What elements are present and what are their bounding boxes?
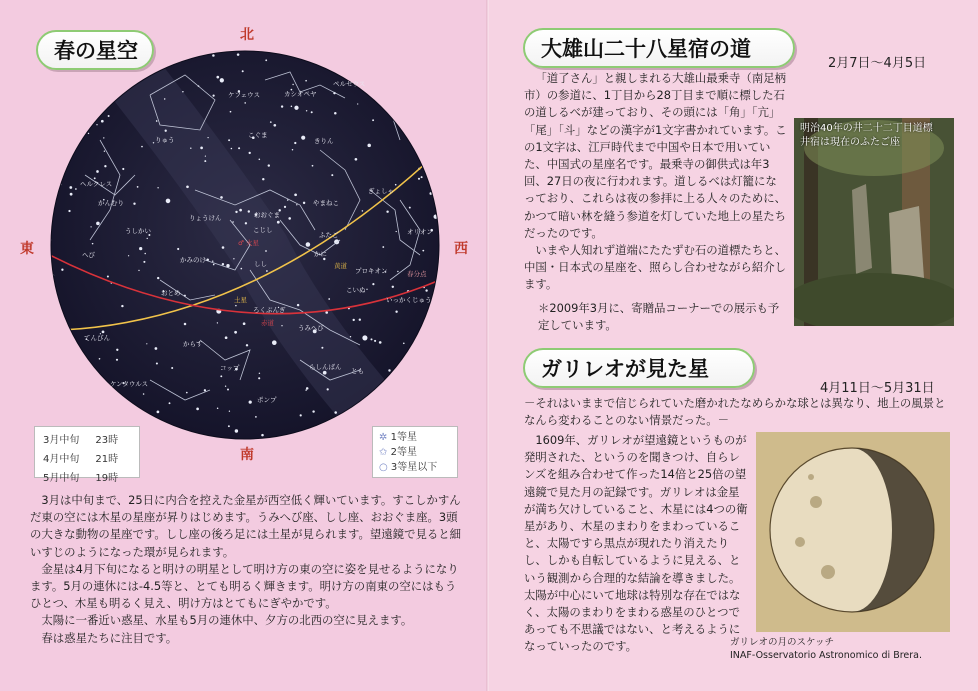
- star: [245, 222, 247, 224]
- star: [374, 340, 376, 342]
- star: [58, 171, 59, 172]
- label-cassiopeia: カシオペヤ: [284, 90, 317, 98]
- star: [382, 246, 384, 248]
- star: [388, 369, 390, 371]
- star: [138, 270, 139, 271]
- star: [117, 68, 122, 73]
- star: [146, 343, 147, 344]
- time-row: 3月中旬 23時: [43, 435, 119, 446]
- star: [288, 217, 291, 220]
- star: [108, 115, 110, 117]
- star: [177, 248, 179, 250]
- star: [366, 289, 367, 290]
- star: [116, 65, 117, 66]
- star: [138, 417, 140, 419]
- star: [328, 298, 330, 300]
- label-ecliptic: 黄道: [334, 262, 347, 270]
- label-coma: かみのけ: [180, 256, 206, 264]
- star: [418, 178, 420, 180]
- star: [403, 343, 405, 345]
- star: [277, 221, 280, 224]
- star: [241, 268, 243, 270]
- star: [311, 111, 313, 113]
- star: [235, 211, 237, 213]
- star: [204, 389, 206, 391]
- galileo-text: [524, 432, 750, 656]
- label-centaurus: ケンタウルス: [110, 380, 149, 388]
- star: [128, 413, 130, 415]
- label-auriga: ぎょしゃ: [368, 187, 394, 195]
- label-antlia: ポンプ: [257, 396, 277, 404]
- star: [239, 209, 242, 212]
- star: [157, 187, 158, 188]
- label-virgo: おとめ: [161, 289, 181, 297]
- star: [255, 416, 257, 418]
- star: [265, 250, 267, 252]
- star: [396, 231, 397, 232]
- label-leo: しし: [254, 260, 267, 268]
- star: [281, 325, 282, 326]
- star: [243, 322, 246, 325]
- star: [281, 105, 283, 107]
- star: [220, 375, 222, 377]
- time-row: 5月中旬 19時: [43, 473, 119, 484]
- star: [424, 359, 428, 363]
- star: [217, 322, 218, 323]
- star: [266, 270, 268, 272]
- star: [308, 51, 310, 53]
- star: [216, 76, 219, 79]
- star: [137, 186, 139, 188]
- star-magnitude-legend: ✲ 1等星 ✩ 2等星 ○ 3等星以下: [372, 426, 458, 478]
- star: [294, 142, 296, 144]
- star: [102, 55, 105, 58]
- label-hercules: ヘルクレス: [80, 180, 113, 188]
- star: [426, 397, 427, 398]
- star: [115, 51, 118, 54]
- star: [90, 226, 91, 227]
- star: [321, 347, 323, 349]
- label-cancer: かに: [314, 250, 327, 258]
- star: [228, 425, 230, 427]
- star: [75, 188, 77, 190]
- star: [401, 125, 406, 130]
- star: [77, 113, 79, 115]
- star: [80, 392, 81, 393]
- star: [242, 70, 244, 72]
- star: [249, 152, 251, 154]
- star: [362, 210, 364, 212]
- star: [212, 94, 214, 96]
- direction-south: 南: [240, 447, 254, 463]
- star: [334, 112, 337, 115]
- star: [423, 90, 426, 93]
- star: [357, 60, 359, 62]
- star: [292, 84, 293, 85]
- star: [234, 331, 237, 334]
- paragraph: いまや人知れず道端にたたずむ石の道標たちと、中国・日本式の星座を、照らし合わせながら紹介します。: [524, 243, 786, 292]
- star: [212, 260, 213, 261]
- star: [291, 106, 293, 108]
- star: [305, 80, 307, 82]
- star: [312, 165, 314, 167]
- label-cepheus: ケフェウス: [228, 91, 260, 99]
- star: [80, 93, 81, 94]
- star: [200, 147, 203, 150]
- label-gemini: ふたご: [319, 231, 339, 239]
- star: [402, 361, 404, 363]
- star: [303, 202, 305, 204]
- star: [334, 411, 337, 414]
- label-ursa-minor: こぐま: [248, 131, 268, 139]
- star: [362, 335, 367, 340]
- star: [421, 176, 423, 178]
- label-hydra: うみへび: [298, 324, 324, 332]
- star: [204, 160, 206, 162]
- star: [92, 243, 94, 245]
- star: [96, 378, 98, 380]
- label-saturn: 土星: [234, 296, 247, 304]
- star: [379, 62, 382, 65]
- label-camelopardalis: きりん: [314, 137, 334, 145]
- label-puppis: とも: [351, 367, 364, 375]
- star: [262, 178, 264, 180]
- star: [357, 103, 358, 104]
- star: [235, 305, 237, 307]
- label-ursa-major: おおぐま: [254, 211, 280, 219]
- star: [232, 221, 233, 222]
- star: [323, 258, 325, 260]
- star: [222, 246, 225, 249]
- star: [230, 111, 232, 113]
- star: [144, 253, 146, 255]
- star: [55, 182, 56, 183]
- star: [133, 203, 135, 205]
- label-draco: りゅう: [155, 136, 175, 144]
- daiyuzan-date: 2月7日～4月5日: [828, 56, 927, 71]
- star: [212, 54, 215, 57]
- label-libra: てんびん: [84, 334, 110, 342]
- star: [159, 68, 161, 70]
- star: [156, 423, 157, 424]
- star: [143, 261, 145, 263]
- star: [107, 275, 109, 277]
- star: [323, 371, 327, 375]
- star: [246, 344, 248, 346]
- star: [101, 120, 104, 123]
- star: [143, 393, 145, 395]
- label-equator: 赤道: [261, 319, 274, 327]
- label-spring-point: 春分点: [407, 270, 427, 278]
- label-corvus: からす: [183, 340, 203, 348]
- star: [55, 145, 57, 147]
- star: [96, 222, 100, 226]
- star: [397, 271, 398, 272]
- star: [228, 139, 230, 141]
- star: [155, 347, 158, 350]
- daiyuzan-text: [524, 70, 788, 334]
- star: [306, 110, 307, 111]
- star: [268, 164, 270, 166]
- star: [428, 83, 429, 84]
- star: [213, 264, 215, 266]
- star: [59, 110, 61, 112]
- star: [287, 199, 288, 200]
- star: [58, 182, 60, 184]
- direction-west: 西: [454, 241, 468, 257]
- star: [305, 389, 306, 390]
- spring-sky-title: 春の星空: [36, 30, 154, 70]
- star: [249, 400, 252, 403]
- star: [294, 193, 297, 196]
- star: [128, 255, 129, 256]
- star: [166, 199, 171, 204]
- star: [69, 186, 72, 189]
- label-canis-minor: こいぬ: [346, 286, 366, 294]
- star: [324, 56, 326, 58]
- star: [379, 341, 382, 344]
- paragraph: 太陽に一番近い惑星、水星も5月の連休中、夕方の北西の空に見えます。: [41, 613, 413, 628]
- star: [227, 389, 229, 391]
- first-magnitude-icon: ✲: [379, 432, 388, 443]
- star: [350, 336, 351, 337]
- star: [66, 355, 69, 358]
- direction-north: 北: [240, 27, 254, 43]
- star: [297, 304, 299, 306]
- star: [156, 120, 158, 122]
- star: [196, 408, 199, 411]
- star: [233, 258, 234, 259]
- paragraph: 1609年、ガリレオが望遠鏡というものが発明された、というのを聞きつけ、自らレンズを組み合わせて作った14倍と25倍の望遠鏡で見た月の記録です。ガリレオは金星が満ち欠けしていること、木星には4つの衛星があり、木星のまわりをまわっていること、太陽ですら黒点が現れたり消えたりし、しかも自転しているように見える、という観測から合理的な結論を導きました。太陽が中心にいて地球は特別な存在ではなく、太陽のまわりをまわる惑星のひとつであっても不思議ではない、と考えるようになっていったのです。: [524, 433, 748, 654]
- star: [294, 106, 298, 110]
- label-leo-minor: こじし: [253, 226, 273, 234]
- star: [248, 210, 250, 212]
- mars-symbol-icon: ♂: [238, 239, 244, 247]
- label-orion: オリオン: [407, 228, 433, 236]
- star: [296, 204, 297, 205]
- star: [359, 319, 361, 321]
- star: [372, 283, 374, 285]
- star: [237, 53, 240, 56]
- star: [147, 238, 148, 239]
- star: [376, 420, 378, 422]
- star: [261, 434, 264, 437]
- star: [185, 57, 188, 60]
- star: [104, 165, 106, 167]
- star: [157, 411, 160, 414]
- star: [186, 185, 189, 188]
- star: [116, 349, 118, 351]
- star: [310, 51, 312, 53]
- star: [355, 158, 358, 161]
- star-map: [0, 0, 489, 480]
- galileo-date: 4月11日～5月31日: [820, 381, 935, 396]
- label-pyxis: らしんばん: [309, 363, 342, 371]
- star: [225, 336, 228, 339]
- star: [222, 263, 224, 265]
- star: [184, 323, 187, 326]
- star: [394, 417, 397, 420]
- star: [82, 106, 84, 108]
- star: [122, 168, 124, 170]
- star: [386, 210, 388, 212]
- star: [61, 269, 63, 271]
- star: [157, 277, 159, 279]
- label-perseus: ペルセウス: [333, 80, 366, 88]
- star: [70, 193, 73, 196]
- star: [220, 196, 223, 199]
- star: [88, 133, 89, 134]
- star: [217, 407, 219, 409]
- star: [306, 387, 309, 390]
- label-canes: りょうけん: [189, 214, 222, 222]
- star: [428, 161, 429, 162]
- star: [425, 289, 427, 291]
- star: [301, 136, 305, 140]
- star: [171, 367, 173, 369]
- star: [392, 286, 394, 288]
- star: [325, 311, 328, 314]
- star: [395, 184, 397, 186]
- star: [300, 414, 302, 416]
- star: [154, 421, 156, 423]
- star: [259, 373, 260, 374]
- galileo-intro: －それはいままで信じられていた磨かれたなめらかな球とは異なり、地上の風景となんら変わることのない情景だった。－: [524, 396, 946, 428]
- spring-sky-text: [30, 492, 466, 647]
- paragraph: 春は惑星たちに注目です。: [41, 630, 178, 645]
- star: [419, 51, 421, 53]
- star: [409, 207, 411, 209]
- star: [272, 340, 277, 345]
- star: [372, 119, 374, 121]
- second-magnitude-icon: ✩: [379, 447, 388, 458]
- star: [68, 210, 70, 212]
- star: [380, 395, 382, 397]
- photo-caption: 明治40年の井二十二丁目道標 井宿は現在のふたご座: [800, 123, 933, 148]
- star: [143, 418, 145, 420]
- sketch-caption: ガリレオの月のスケッチ INAF-Osservatorio Astronomico di Brera.: [730, 637, 923, 661]
- star: [99, 358, 101, 360]
- paragraph: 金星は4月下旬になると明けの明星として明け方の東の空に姿を見せるようになります。5月の連休には-4.5等と、とても明るく輝きます。明け方の南東の空にはもうひとつ、木星も明るく見え、明け方はとてもにぎやかです。: [30, 561, 459, 611]
- star: [102, 331, 105, 334]
- star: [259, 159, 261, 161]
- star: [244, 102, 246, 104]
- star: [165, 130, 167, 132]
- star: [353, 319, 355, 321]
- star: [220, 78, 224, 82]
- star: [103, 137, 104, 138]
- label-lynx: やまねこ: [313, 199, 339, 207]
- star: [186, 392, 188, 394]
- label-mars: 火星: [246, 239, 259, 247]
- label-sextans: ろくぶんぎ: [253, 306, 286, 314]
- star: [370, 338, 372, 340]
- star: [284, 206, 286, 208]
- paragraph: 「道了さん」と親しまれる大雄山最乗寺（南足柄市）の参道に、1丁目から28丁目まで順に標した石の道しるべが建っており、その頭には「角」「亢」「尾」「斗」などの漢字が1文字書かれています。この1文字は、江戸時代まで中国や日本で用いていた、中国式の星座名です。最乗寺の御供式は年3回、27日の夜に行われます。道しるべは灯籠になっており、これらは夜の参拝に上る人々のために、かつて暗い林を縫う参道を灯していた地上の星たちだったのです。: [524, 71, 787, 240]
- star: [141, 146, 143, 148]
- label-serpens: へび: [82, 251, 95, 259]
- star: [312, 410, 314, 412]
- stone-marker-photo: [794, 118, 954, 326]
- star: [116, 359, 118, 361]
- star: [190, 147, 191, 148]
- label-procyon: プロキオン: [355, 267, 388, 275]
- star: [164, 98, 165, 99]
- third-magnitude-icon: ○: [379, 462, 388, 473]
- star: [395, 311, 397, 313]
- label-corona: かんむり: [98, 199, 124, 207]
- star: [422, 250, 424, 252]
- star: [331, 174, 333, 176]
- star: [139, 247, 142, 250]
- star: [207, 137, 208, 138]
- paragraph: 3月は中旬まで、25日に内合を控えた金星が西空低く輝いています。すこしかすんだ東の空には木星の星座が昇りはじめます。うみへび座、しし座、おおぐま座。3頭の大きな動物の星座です。しし座の後ろ足には土星が見られます。望遠鏡で見ると細いすじのようになった環が見られます。: [30, 493, 462, 559]
- star: [306, 242, 311, 247]
- star: [235, 429, 238, 432]
- star: [169, 402, 171, 404]
- star: [72, 150, 74, 152]
- direction-east: 東: [20, 241, 34, 257]
- star: [292, 149, 293, 150]
- star: [182, 91, 183, 92]
- daiyuzan-title: 大雄山二十八星宿の道: [523, 28, 795, 68]
- star: [327, 388, 329, 390]
- label-bootes: うしかい: [125, 227, 151, 235]
- star: [156, 362, 158, 364]
- star: [394, 69, 396, 71]
- star: [238, 147, 240, 149]
- star: [205, 156, 206, 157]
- label-crater: コップ: [220, 364, 240, 372]
- star: [419, 344, 421, 346]
- time-row: 4月中旬 21時: [43, 454, 119, 465]
- star: [265, 59, 267, 61]
- star: [96, 170, 99, 173]
- star: [229, 411, 230, 412]
- label-monoceros: いっかくじゅう: [386, 296, 432, 304]
- star: [258, 377, 260, 379]
- star: [121, 305, 123, 307]
- star: [165, 438, 166, 439]
- star: [78, 136, 80, 138]
- time-table: [34, 426, 140, 484]
- star: [367, 144, 371, 148]
- star: [392, 100, 394, 102]
- galileo-title: ガリレオが見た星: [523, 348, 755, 388]
- star: [270, 121, 272, 123]
- star: [409, 384, 411, 386]
- star: [231, 148, 233, 150]
- star: [429, 119, 430, 120]
- note: ＊2009年3月に、寄贈品コーナーでの展示も予定しています。: [538, 300, 780, 332]
- star: [153, 142, 154, 143]
- moon-sketch: [756, 432, 950, 632]
- star: [273, 124, 276, 127]
- star: [104, 151, 105, 152]
- star: [225, 386, 226, 387]
- star: [94, 177, 96, 179]
- star: [430, 52, 432, 54]
- star: [304, 53, 306, 55]
- star: [96, 124, 97, 125]
